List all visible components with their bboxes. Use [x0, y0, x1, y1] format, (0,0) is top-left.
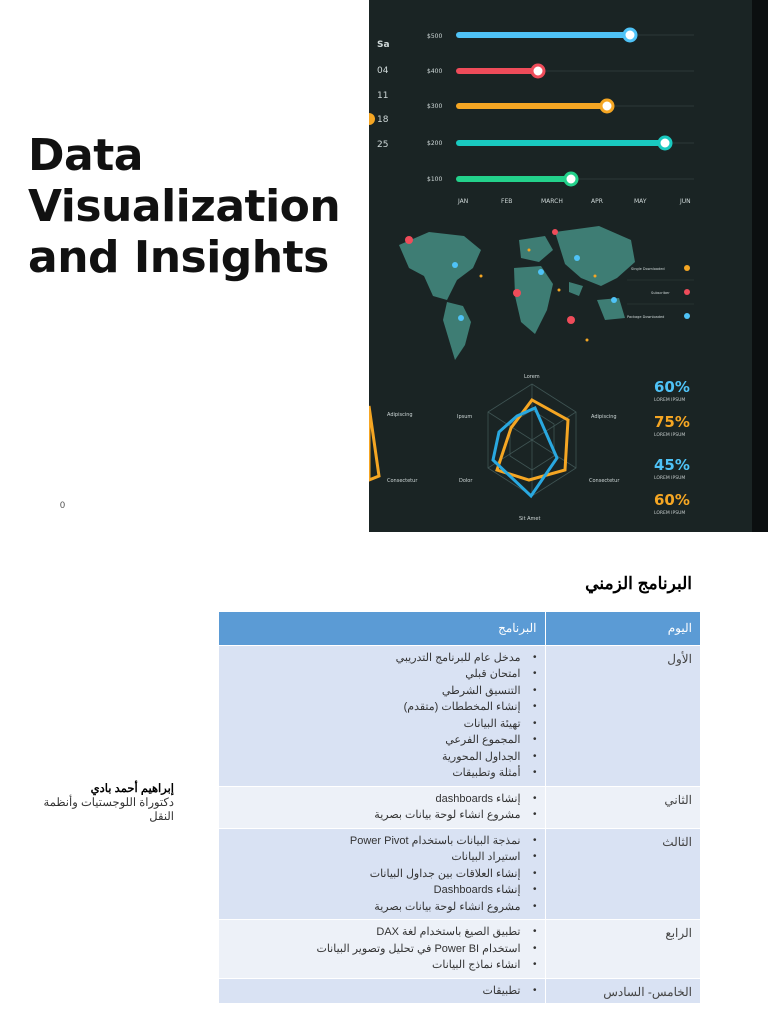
- program-item: • إنشاء العلاقات بين جداول البيانات: [227, 866, 537, 883]
- program-item: • المجموع الفرعي: [227, 732, 537, 749]
- bar-y-label: $300: [427, 103, 443, 110]
- program-item: • إنشاء المخططات (متقدم): [227, 699, 537, 716]
- schedule-table: [218, 612, 700, 1003]
- image-edge: [752, 0, 768, 532]
- program-item: • تهيئة البيانات: [227, 716, 537, 733]
- bar-y-label: $500: [427, 33, 443, 40]
- program-item: • انشاء نماذج البيانات: [227, 957, 537, 974]
- map-legend-label: Package Downloaded: [627, 315, 665, 319]
- author-title: دكتوراة اللوجستيات وأنظمة النقل: [43, 797, 174, 823]
- table-row: [219, 978, 701, 1003]
- program-cell: [219, 786, 546, 828]
- calendar-header: Sa: [377, 40, 390, 50]
- bar-x-labels: [457, 198, 691, 205]
- stat-label: LOREM IPSUM: [654, 476, 686, 481]
- program-item: • امتحان قبلي: [227, 666, 537, 683]
- stat-value: 60%: [654, 378, 690, 396]
- radar-label: Dolor: [459, 478, 473, 484]
- bar-y-label: $400: [427, 68, 443, 75]
- map-legend: [627, 265, 694, 319]
- stat-label: LOREM IPSUM: [654, 433, 686, 438]
- dashboard-image: [369, 0, 768, 532]
- calendar-date: 11: [377, 91, 389, 101]
- bar-y-label: $200: [427, 140, 443, 147]
- bar-x-label: MARCH: [541, 198, 563, 205]
- table-header-row: [219, 612, 701, 645]
- table-row: [219, 920, 701, 979]
- table-row: [219, 645, 701, 786]
- stat-value: 45%: [654, 456, 690, 474]
- program-item: • نمذجة البيانات باستخدام Power Pivot: [227, 833, 537, 850]
- title-line-2: Visualization: [28, 181, 341, 232]
- header-day: اليوم: [545, 612, 700, 645]
- stat-label: LOREM IPSUM: [654, 511, 686, 516]
- table-row: [219, 828, 701, 920]
- map-legend-label: Single Downloaded: [631, 267, 665, 271]
- program-item: • مدخل عام للبرنامج التدريبي: [227, 650, 537, 667]
- day-cell: الثالث: [545, 828, 700, 920]
- author-block: [28, 782, 174, 824]
- program-item: • استخدام Power BI في تحليل وتصوير البيانات: [227, 941, 537, 958]
- dashboard-graphic: [369, 0, 768, 532]
- program-cell: [219, 645, 546, 786]
- day-cell: الخامس- السادس: [545, 978, 700, 1003]
- program-cell: [219, 828, 546, 920]
- program-item: • أمثلة وتطبيقات: [227, 765, 537, 782]
- stat-value: 60%: [654, 491, 690, 509]
- program-item: • إنشاء dashboards: [227, 791, 537, 808]
- author-name: إبراهيم أحمد بادي: [90, 783, 174, 795]
- radar-label: Lorem: [524, 374, 540, 380]
- bar-x-label: JAN: [458, 198, 469, 205]
- radar-label: Consectetur: [589, 478, 620, 484]
- radar-label: Consectetur: [387, 478, 418, 484]
- radar-label: Adipiscing: [387, 412, 413, 418]
- slide-number: 0: [60, 500, 66, 510]
- day-cell: الأول: [545, 645, 700, 786]
- calendar-date: 18: [377, 115, 389, 125]
- program-cell: [219, 978, 546, 1003]
- map-legend-label: Subscriber: [651, 291, 670, 295]
- program-item: • التنسيق الشرطي: [227, 683, 537, 700]
- stat-label: LOREM IPSUM: [654, 398, 686, 403]
- radar-label: Ipsum: [457, 414, 473, 420]
- calendar-date: 25: [377, 140, 389, 150]
- day-cell: الثاني: [545, 786, 700, 828]
- title-line-1: Data: [28, 130, 143, 181]
- program-item: • تطبيق الصيغ باستخدام لغة DAX: [227, 924, 537, 941]
- bar-x-label: APR: [591, 198, 603, 205]
- program-item: • الجداول المحورية: [227, 749, 537, 766]
- bar-y-labels: [427, 33, 442, 183]
- radar-partial-left: [369, 406, 379, 480]
- stat-value: 75%: [654, 413, 690, 431]
- bar-x-label: JUN: [680, 198, 691, 205]
- bars: [459, 35, 665, 179]
- program-item: • تطبيقات: [227, 983, 537, 1000]
- header-program: البرنامج: [219, 612, 546, 645]
- program-cell: [219, 920, 546, 979]
- bar-x-label: FEB: [501, 198, 513, 205]
- calendar-date: 04: [377, 66, 389, 76]
- bar-x-label: MAY: [634, 198, 647, 205]
- schedule-title: البرنامج الزمني: [585, 574, 692, 593]
- title-line-3: and Insights: [28, 232, 329, 283]
- radar-label: Adipiscing: [591, 414, 617, 420]
- program-item: • استيراد البيانات: [227, 849, 537, 866]
- program-item: • مشروع انشاء لوحة بيانات بصرية: [227, 807, 537, 824]
- bar-y-label: $100: [427, 176, 443, 183]
- program-item: • إنشاء Dashboards: [227, 882, 537, 899]
- calendar-highlight: [369, 113, 375, 125]
- day-cell: الرابع: [545, 920, 700, 979]
- slide-title: [28, 130, 358, 283]
- table-row: [219, 786, 701, 828]
- radar-label: Sit Amet: [519, 516, 541, 522]
- program-item: • مشروع انشاء لوحة بيانات بصرية: [227, 899, 537, 916]
